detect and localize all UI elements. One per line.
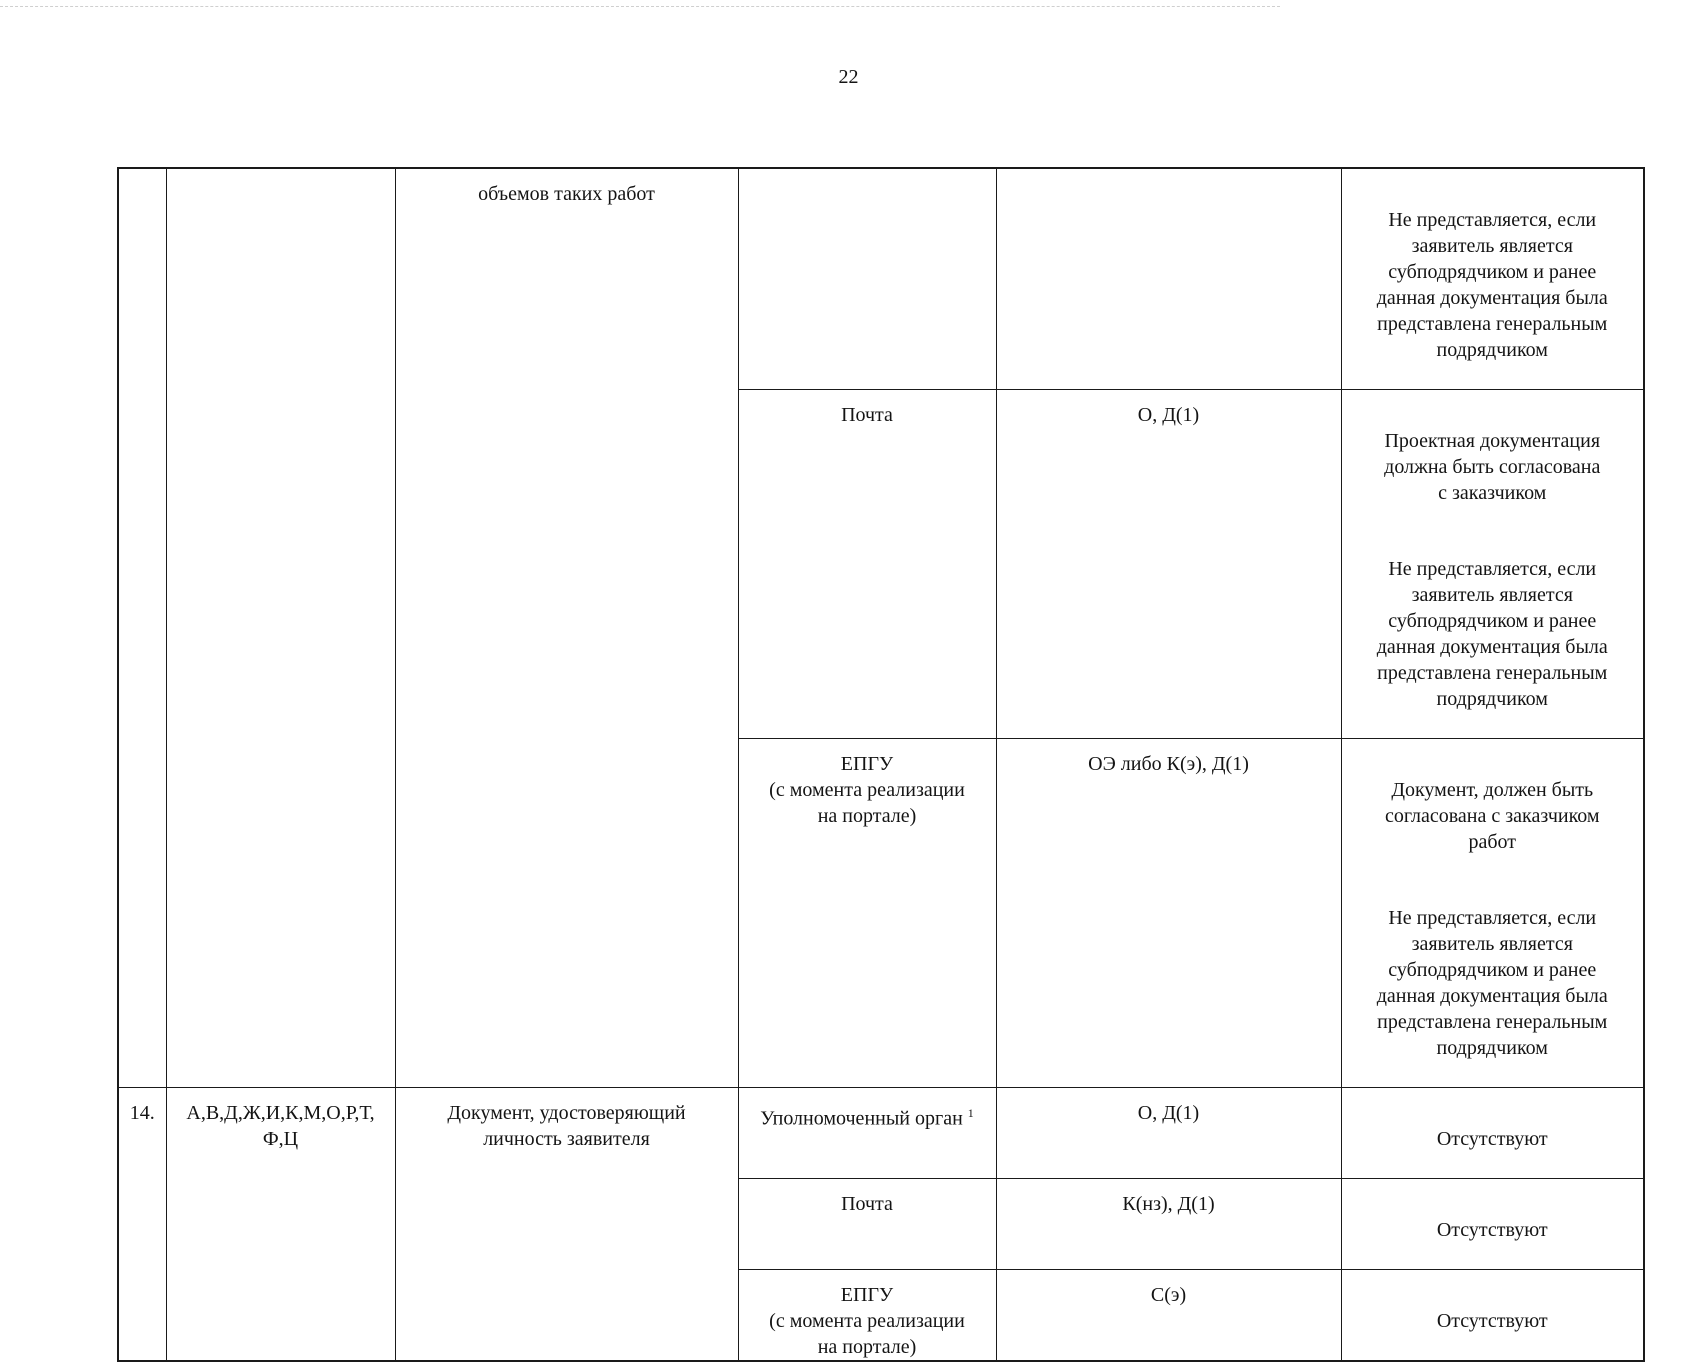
scan-artifact-line [0, 6, 1280, 7]
notes-cell [1341, 168, 1644, 390]
row-number [118, 168, 166, 1088]
applicant-codes [166, 168, 395, 1088]
channel-label: Уполномоченный орган [760, 1107, 963, 1130]
applicant-codes: А,В,Д,Ж,И,К,М,О,Р,Т, Ф,Ц [166, 1088, 395, 1362]
document-form [996, 168, 1341, 390]
note-text: Проектная документация должна быть согласована с заказчиком [1384, 430, 1601, 504]
document-form: О, Д(1) [996, 1088, 1341, 1179]
page-number: 22 [838, 66, 859, 88]
note-text: Не представляется, если заявитель является субподрядчиком и ранее данная документация была представлена генеральным подрядчиком [1376, 209, 1608, 361]
notes-cell [1341, 739, 1644, 1088]
document-form: ОЭ либо К(э), Д(1) [996, 739, 1341, 1088]
note-text: Не представляется, если заявитель является субподрядчиком и ранее данная документация была представлена генеральным подрядчиком [1376, 558, 1608, 710]
notes-cell [1341, 1088, 1644, 1179]
notes-cell [1341, 390, 1644, 739]
submission-channel [738, 1088, 996, 1179]
table-row [118, 168, 1644, 390]
note-text: Отсутствуют [1436, 1310, 1548, 1332]
submission-channel: ЕПГУ (с момента реализации на портале) [738, 1270, 996, 1362]
note-text: Не представляется, если заявитель является субподрядчиком и ранее данная документация была представлена генеральным подрядчиком [1376, 907, 1608, 1059]
document-form: О, Д(1) [996, 390, 1341, 739]
document-name: Документ, удостоверяющий личность заявителя [395, 1088, 738, 1362]
document-form: К(нз), Д(1) [996, 1179, 1341, 1270]
submission-channel: ЕПГУ (с момента реализации на портале) [738, 739, 996, 1088]
row-number: 14. [118, 1088, 166, 1362]
table-row [118, 1088, 1644, 1179]
note-text: Документ, должен быть согласована с заказчиком работ [1384, 779, 1600, 853]
notes-cell [1341, 1179, 1644, 1270]
submission-channel: Почта [738, 390, 996, 739]
note-text: Отсутствуют [1436, 1219, 1548, 1241]
footnote-marker: 1 [967, 1106, 974, 1120]
submission-channel: Почта [738, 1179, 996, 1270]
note-text: Отсутствуют [1436, 1128, 1548, 1150]
submission-channel [738, 168, 996, 390]
document-form: С(э) [996, 1270, 1341, 1362]
requirements-table [117, 167, 1645, 1362]
notes-cell [1341, 1270, 1644, 1362]
document-name: объемов таких работ [395, 168, 738, 1088]
